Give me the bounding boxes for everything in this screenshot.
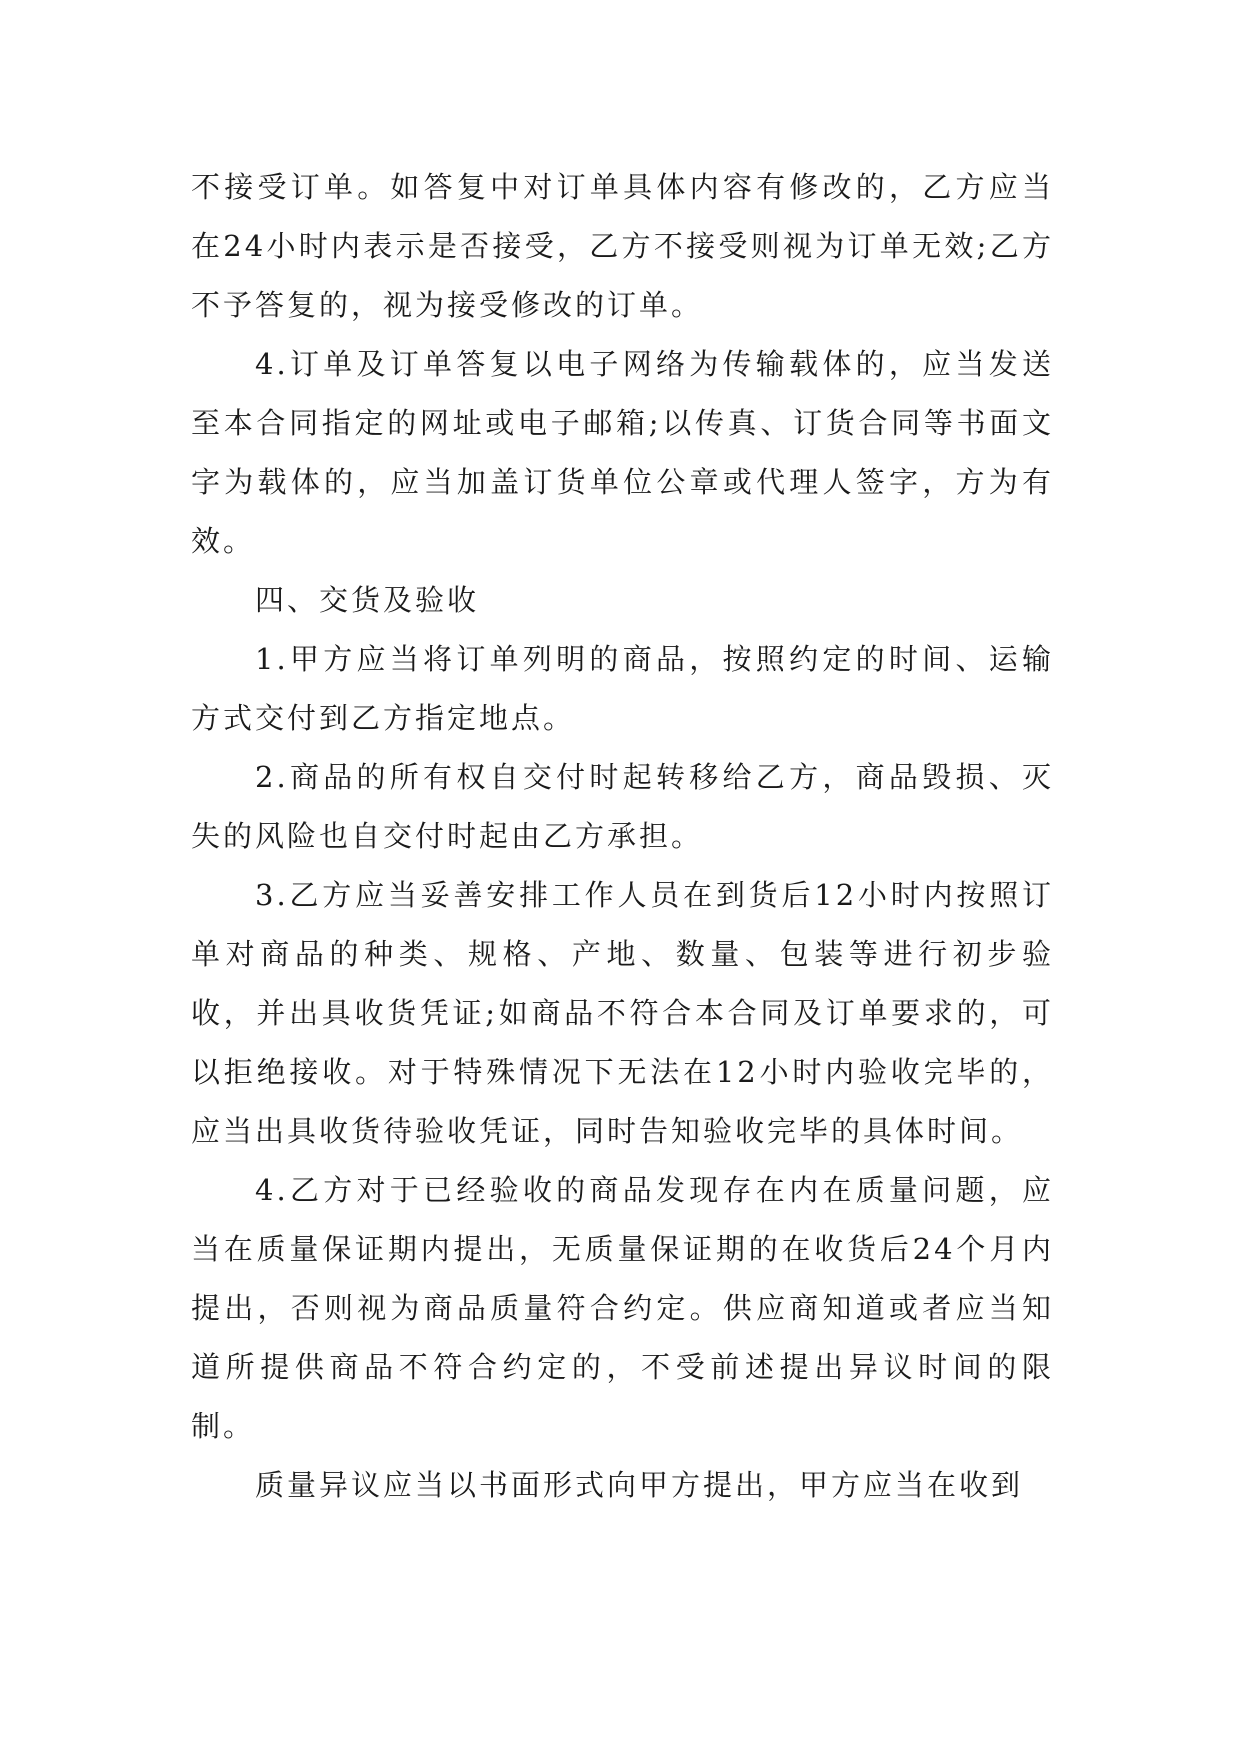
paragraph-clause-4-electronic-orders: 4.订单及订单答复以电子网络为传输载体的，应当发送至本合同指定的网址或电子邮箱;以传真、订货合同等书面文字为载体的，应当加盖订货单位公章或代理人签字，方为有效。	[191, 347, 1054, 558]
paragraph-order-reply-continuation: 不接受订单。如答复中对订单具体内容有修改的，乙方应当在24小时内表示是否接受，乙方不接受则视为订单无效;乙方不予答复的，视为接受修改的订单。	[191, 170, 1054, 322]
paragraph-clause-1-delivery: 1.甲方应当将订单列明的商品，按照约定的时间、运输方式交付到乙方指定地点。	[191, 642, 1054, 735]
section-heading-delivery-acceptance: 四、交货及验收	[255, 583, 480, 617]
document-body	[191, 158, 1054, 1515]
paragraph-clause-2-ownership: 2.商品的所有权自交付时起转移给乙方，商品毁损、灭失的风险也自交付时起由乙方承担。	[191, 760, 1054, 853]
paragraph-quality-objection: 质量异议应当以书面形式向甲方提出，甲方应当在收到	[255, 1468, 1024, 1502]
paragraph-clause-3-inspection: 3.乙方应当妥善安排工作人员在到货后12小时内按照订单对商品的种类、规格、产地、数量、包装等进行初步验收，并出具收货凭证;如商品不符合本合同及订单要求的，可以拒绝接收。对于特殊情况下无法在12小时内验收完毕的，应当出具收货待验收凭证，同时告知验收完毕的具体时间。	[191, 878, 1054, 1148]
paragraph-clause-4-quality: 4.乙方对于已经验收的商品发现存在内在质量问题，应当在质量保证期内提出，无质量保证期的在收货后24个月内提出，否则视为商品质量符合约定。供应商知道或者应当知道所提供商品不符合约定的，不受前述提出异议时间的限制。	[191, 1173, 1054, 1443]
